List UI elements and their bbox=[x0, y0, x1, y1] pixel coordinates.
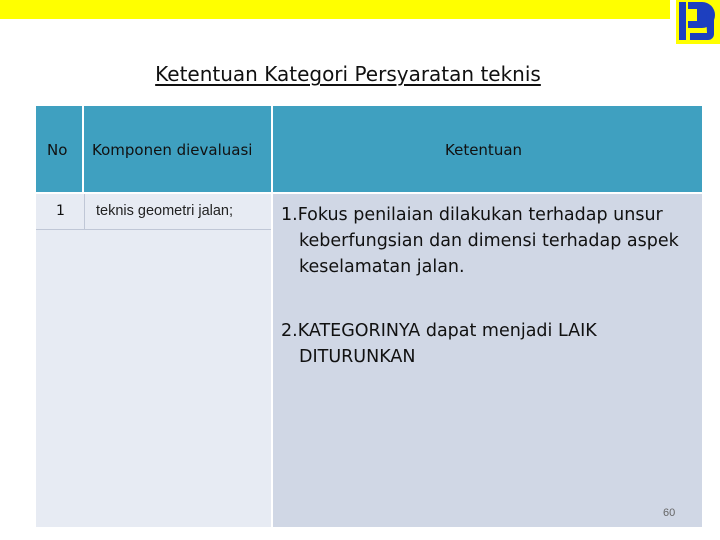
criteria-item-1: 1.Fokus penilaian dilakukan terhadap unsur keberfungsian dan dimensi terhadap aspek keselamatan jalan. bbox=[281, 205, 679, 277]
page-number: 60 bbox=[663, 507, 676, 519]
header-no-cell bbox=[36, 106, 84, 194]
header-criteria: Ketentuan bbox=[445, 141, 523, 159]
header-component: Komponen dievaluasi bbox=[92, 141, 253, 159]
col-divider bbox=[84, 194, 85, 229]
ministry-logo bbox=[676, 0, 720, 44]
header-no: No bbox=[47, 141, 68, 159]
top-accent-bar bbox=[0, 0, 670, 19]
slide-title: Ketentuan Kategori Persyaratan teknis bbox=[155, 62, 541, 86]
row-component: teknis geometri jalan; bbox=[96, 203, 234, 219]
header-component-cell bbox=[84, 106, 273, 194]
criteria-item-2: 2.KATEGORINYA dapat menjadi LAIK DITURUNKAN bbox=[281, 321, 597, 367]
row-number: 1 bbox=[56, 203, 65, 219]
header-criteria-cell bbox=[273, 106, 702, 194]
row-divider bbox=[36, 229, 271, 230]
body-left-panel bbox=[36, 194, 273, 527]
